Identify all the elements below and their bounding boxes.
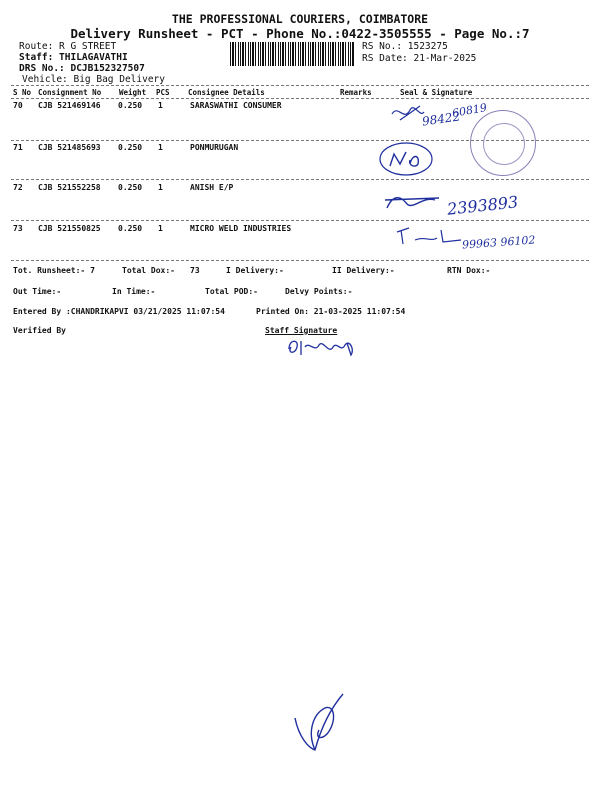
row-consignee: PONMURUGAN bbox=[190, 143, 239, 152]
row-weight: 0.250 bbox=[118, 183, 143, 192]
verified-by: Verified By bbox=[13, 326, 66, 335]
handwritten-number: 98422 bbox=[421, 109, 461, 129]
drs-number: DRS No.: DCJB152327507 bbox=[19, 63, 145, 74]
staff-label: Staff: THILAGAVATHI bbox=[19, 52, 128, 63]
row-consignee: ANISH E/P bbox=[190, 183, 234, 192]
col-consignment: Consignment No bbox=[38, 88, 102, 97]
row-sno: 73 bbox=[13, 224, 23, 233]
row-weight: 0.250 bbox=[118, 143, 143, 152]
row-consignment: CJB 521485693 bbox=[38, 143, 101, 152]
row-sno: 70 bbox=[13, 101, 23, 110]
entered-by: Entered By :CHANDRIKAPVI 03/21/2025 11:07:54 bbox=[13, 307, 225, 316]
rs-number: RS No.: 1523275 bbox=[362, 41, 448, 52]
signature-row72 bbox=[383, 190, 443, 218]
row-weight: 0.250 bbox=[118, 101, 143, 110]
row-consignment: CJB 521552258 bbox=[38, 183, 101, 192]
row-pcs: 1 bbox=[158, 224, 163, 233]
handwritten-number: 2393893 bbox=[446, 192, 520, 219]
signature-row71 bbox=[378, 140, 438, 180]
ii-delivery: II Delivery:- bbox=[332, 266, 395, 275]
total-dox-label: Total Dox:- bbox=[122, 266, 175, 275]
row-consignment: CJB 521550825 bbox=[38, 224, 101, 233]
runsheet-subtitle: Delivery Runsheet - PCT - Phone No.:0422-3505555 - Page No.:7 bbox=[70, 26, 530, 41]
staff-signature-mark bbox=[285, 335, 360, 361]
col-pcs: PCS bbox=[156, 88, 170, 97]
row-sno: 72 bbox=[13, 183, 23, 192]
row-pcs: 1 bbox=[158, 143, 163, 152]
i-delivery: I Delivery:- bbox=[226, 266, 284, 275]
vehicle-label: Vehicle: Big Bag Delivery bbox=[22, 74, 165, 85]
tot-runsheet: Tot. Runsheet:- 7 bbox=[13, 266, 95, 275]
barcode-image bbox=[230, 42, 355, 66]
row-divider bbox=[11, 179, 589, 180]
table-rule-bottom bbox=[11, 260, 589, 261]
col-weight: Weight bbox=[119, 88, 147, 97]
row-consignee: SARASWATHI CONSUMER bbox=[190, 101, 282, 110]
row-weight: 0.250 bbox=[118, 224, 143, 233]
row-sno: 71 bbox=[13, 143, 23, 152]
delvy-points: Delvy Points:- bbox=[285, 287, 353, 296]
total-dox-value: 73 bbox=[190, 266, 200, 275]
col-remarks: Remarks bbox=[340, 88, 372, 97]
handwritten-number: 99963 96102 bbox=[461, 233, 536, 252]
col-sno: S No bbox=[13, 88, 32, 97]
row-consignment: CJB 521469146 bbox=[38, 101, 101, 110]
col-consignee: Consignee Details bbox=[188, 88, 265, 97]
row-consignee: MICRO WELD INDUSTRIES bbox=[190, 224, 292, 233]
company-title: THE PROFESSIONAL COURIERS, COIMBATORE bbox=[171, 12, 429, 26]
printed-on: Printed On: 21-03-2025 11:07:54 bbox=[256, 307, 406, 316]
header-rule-bottom bbox=[11, 98, 589, 99]
col-seal-signature: Seal & Signature bbox=[400, 88, 473, 97]
rtn-dox: RTN Dox:- bbox=[447, 266, 491, 275]
signature-row73 bbox=[395, 226, 465, 248]
row-divider bbox=[11, 220, 589, 221]
row-pcs: 1 bbox=[158, 101, 163, 110]
staff-signature-label: Staff Signature bbox=[265, 326, 338, 335]
row-pcs: 1 bbox=[158, 183, 163, 192]
header-rule-top bbox=[11, 85, 589, 86]
total-pod: Total POD:- bbox=[205, 287, 258, 296]
bottom-signature-mark bbox=[285, 688, 355, 758]
out-time: Out Time:- bbox=[13, 287, 62, 296]
in-time: In Time:- bbox=[112, 287, 156, 296]
rs-date: RS Date: 21-Mar-2025 bbox=[362, 53, 477, 64]
handwritten-number: 60819 bbox=[451, 101, 488, 120]
route-label: Route: R G STREET bbox=[19, 41, 117, 52]
